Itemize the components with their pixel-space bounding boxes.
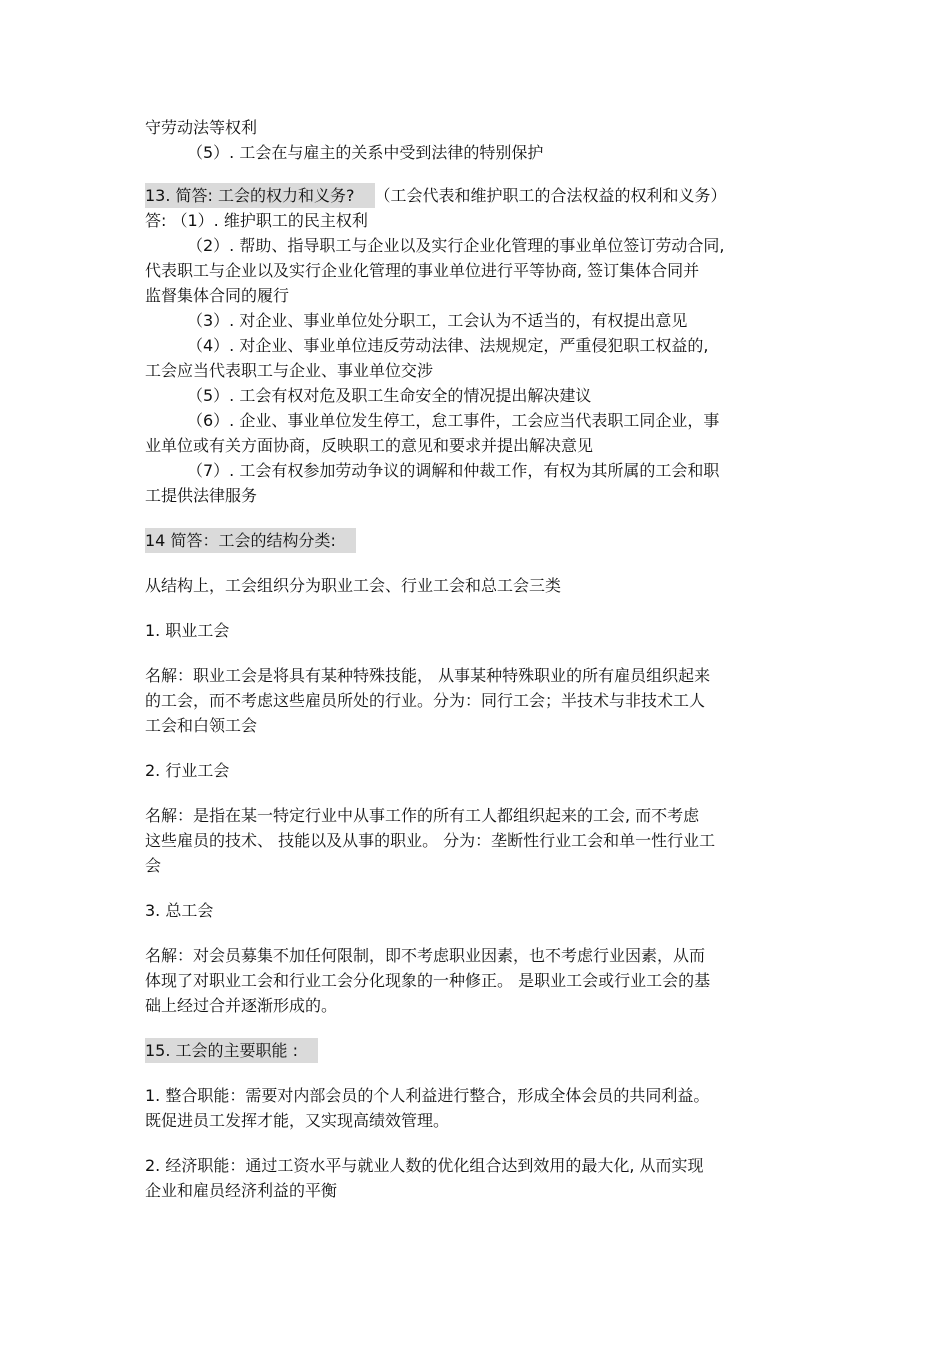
text-line: 体现了对职业工会和行业工会分化现象的一种修正。 是职业工会或行业工会的基 xyxy=(145,971,711,990)
text-line: 工会和白领工会 xyxy=(145,716,258,735)
text-line: 名解：是指在某一特定行业中从事工作的所有工人都组织起来的工会, 而不考虑 xyxy=(145,806,700,825)
subheading: 3. 总工会 xyxy=(145,901,214,920)
section-13-subtitle: （工会代表和维护职工的合法权益的权利和义务） xyxy=(374,186,727,205)
text-line: 的工会，而不考虑这些雇员所处的行业。分为：同行工会；半技术与非技术工人 xyxy=(145,691,706,710)
text-line: 名解：对会员募集不加任何限制，即不考虑职业因素，也不考虑行业因素，从而 xyxy=(145,946,706,965)
text-line: 工会应当代表职工与企业、事业单位交涉 xyxy=(145,361,434,380)
text-line: 这些雇员的技术、 技能以及从事的职业。 分为：垄断性行业工会和单一性行业工 xyxy=(145,831,716,850)
text-line: 企业和雇员经济利益的平衡 xyxy=(145,1181,338,1200)
text-line: 础上经过合并逐渐形成的。 xyxy=(145,996,338,1015)
section-13-title: 13. 简答: 工会的权力和义务? xyxy=(145,183,375,208)
text-line: 答: （1）. 维护职工的民主权利 xyxy=(145,211,368,230)
section-15-heading xyxy=(145,1038,815,1063)
text-line: 监督集体合同的履行 xyxy=(145,286,290,305)
text-line: 业单位或有关方面协商，反映职工的意见和要求并提出解决意见 xyxy=(145,436,594,455)
document-page xyxy=(145,115,815,1203)
subheading: 2. 行业工会 xyxy=(145,761,230,780)
text-line: （2）. 帮助、指导职工与企业以及实行企业化管理的事业单位签订劳动合同, xyxy=(187,236,725,255)
text-line: 名解：职业工会是将具有某种特殊技能， 从事某种特殊职业的所有雇员组织起来 xyxy=(145,666,711,685)
text-line: 会 xyxy=(145,856,162,875)
text-line: 从结构上，工会组织分为职业工会、行业工会和总工会三类 xyxy=(145,576,562,595)
section-14-title: 14 简答：工会的结构分类: xyxy=(145,528,356,553)
text-line: 工提供法律服务 xyxy=(145,486,258,505)
text-line: （5）. 工会有权对危及职工生命安全的情况提出解决建议 xyxy=(187,386,592,405)
text-line: （4）. 对企业、事业单位违反劳动法律、法规规定，严重侵犯职工权益的, xyxy=(187,336,709,355)
text-line: 代表职工与企业以及实行企业化管理的事业单位进行平等协商, 签订集体合同并 xyxy=(145,261,700,280)
section-15-title: 15. 工会的主要职能 : xyxy=(145,1038,318,1063)
text-line: （5）. 工会在与雇主的关系中受到法律的特别保护 xyxy=(187,143,544,162)
subheading: 1. 职业工会 xyxy=(145,621,230,640)
text-line: （7）. 工会有权参加劳动争议的调解和仲裁工作，有权为其所属的工会和职 xyxy=(187,461,720,480)
text-line: 既促进员工发挥才能，又实现高绩效管理。 xyxy=(145,1111,450,1130)
section-14-heading xyxy=(145,528,815,553)
text-line: （3）. 对企业、事业单位处分职工，工会认为不适当的，有权提出意见 xyxy=(187,311,688,330)
text-line: 2. 经济职能：通过工资水平与就业人数的优化组合达到效用的最大化, 从而实现 xyxy=(145,1156,704,1175)
text-line: 1. 整合职能：需要对内部会员的个人利益进行整合，形成全体会员的共同利益。 xyxy=(145,1086,710,1105)
section-13-heading xyxy=(145,183,815,208)
text-line: 守劳动法等权利 xyxy=(145,118,258,137)
text-line: （6）. 企业、事业单位发生停工，怠工事件，工会应当代表职工同企业，事 xyxy=(187,411,720,430)
